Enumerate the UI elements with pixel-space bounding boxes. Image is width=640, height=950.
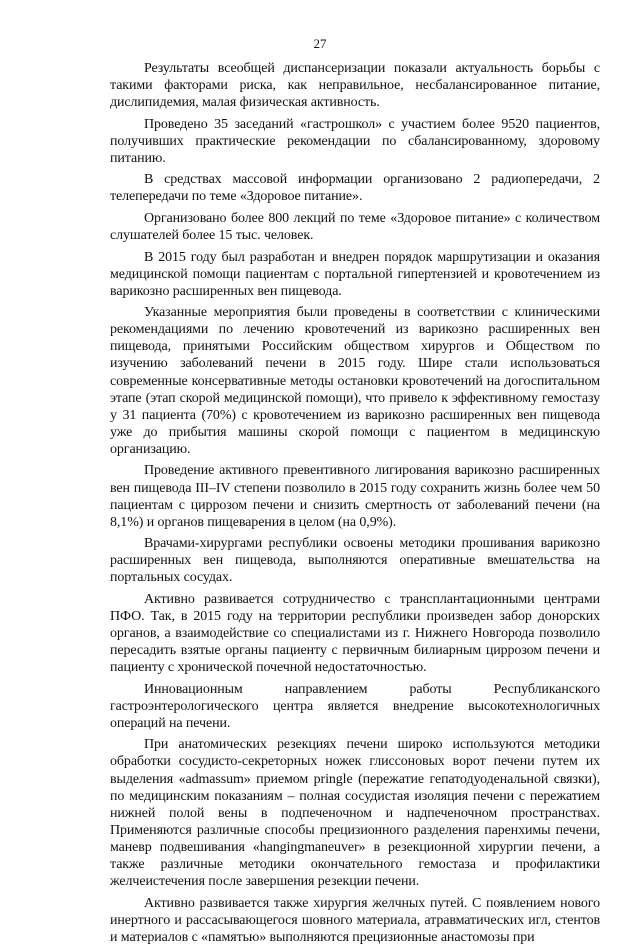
paragraph: При анатомических резекциях печени широко используются методики обработки сосудисто-секреторных ножек глиссоновых ворот печени путем их выделения «admassum» приемом pringle (пережатие гепатодуоденальной связки), по медицинским показаниям – полная сосудистая изоляция печени с пережатием нижней полой вены в подпеченочном и надпеченочном пространствах. Применяются различные способы прецизионного разделения паренхимы печени, маневр подвешивания «hangingmaneuver» в резекционной хирургии печени, а также различные методики окончательного гемостаза и профилактики желчеистечения после завершения резекции печени.	[110, 737, 600, 890]
paragraph: Активно развивается сотрудничество с трансплантационными центрами ПФО. Так, в 2015 году на территории республики произведен забор донорских органов, а взаимодействие со специалистами из г. Нижнего Новгорода позволило пересадить взятые органы пациенту с первичным билиарным циррозом печени и пациенту с хронической почечной недостаточностью.	[110, 591, 600, 676]
paragraph: Проведено 35 заседаний «гастрошкол» с участием более 9520 пациентов, получивших практические рекомендации по сбалансированному, здоровому питанию.	[110, 116, 600, 166]
paragraph: Активно развивается также хирургия желчных путей. С появлением нового инертного и рассасывающегося шовного материала, атравматических игл, стентов и материалов с «памятью» выполняются прецизионные анастомозы при	[110, 895, 600, 945]
paragraph: Проведение активного превентивного лигирования варикозно расширенных вен пищевода III–IV степени позволило в 2015 году сохранить жизнь более чем 50 пациентам с циррозом печени и снизить смертность от заболеваний печени (на 8,1%) и органов пищеварения в целом (на 0,9%).	[110, 463, 600, 530]
body-text	[110, 60, 600, 950]
paragraph: Врачами-хирургами республики освоены методики прошивания варикозно расширенных вен пищевода, выполняются оперативные вмешательства на портальных сосудах.	[110, 536, 600, 586]
paragraph: Результаты всеобщей диспансеризации показали актуальность борьбы с такими факторами риска, как неправильное, несбалансированное питание, дислипидемия, малая физическая активность.	[110, 61, 600, 111]
paragraph: Указанные мероприятия были проведены в соответствии с клиническими рекомендациями по лечению кровотечений из варикозно расширенных вен пищевода, принятыми Российским обществом хирургов и Обществом по изучению заболеваний печени в 2015 году. Шире стали использоваться современные консервативные методы остановки кровотечений на догоспитальном этапе (этап скорой медицинской помощи), что привело к эффективному гемостазу у 31 пациента (70%) с кровотечением из варикозно расширенных вен пищевода уже до прибытия машины скорой помощи с пациентом в медицинскую организацию.	[110, 305, 600, 457]
paragraph: Организовано более 800 лекций по теме «Здоровое питание» с количеством слушателей более 15 тыс. человек.	[110, 210, 600, 244]
page-number: 27	[313, 36, 327, 51]
paragraph: Инновационным направлением работы Республиканского гастроэнтерологического центра является внедрение высокотехнологичных операций на печени.	[110, 681, 600, 731]
paragraph: В средствах массовой информации организовано 2 радиопередачи, 2 телепередачи по теме «Здоровое питание».	[110, 172, 600, 205]
paragraph: В 2015 году был разработан и внедрен порядок маршрутизации и оказания медицинской помощи пациентам с портальной гипертензией и кровотечением из варикозно расширенных вен пищевода.	[110, 249, 600, 299]
